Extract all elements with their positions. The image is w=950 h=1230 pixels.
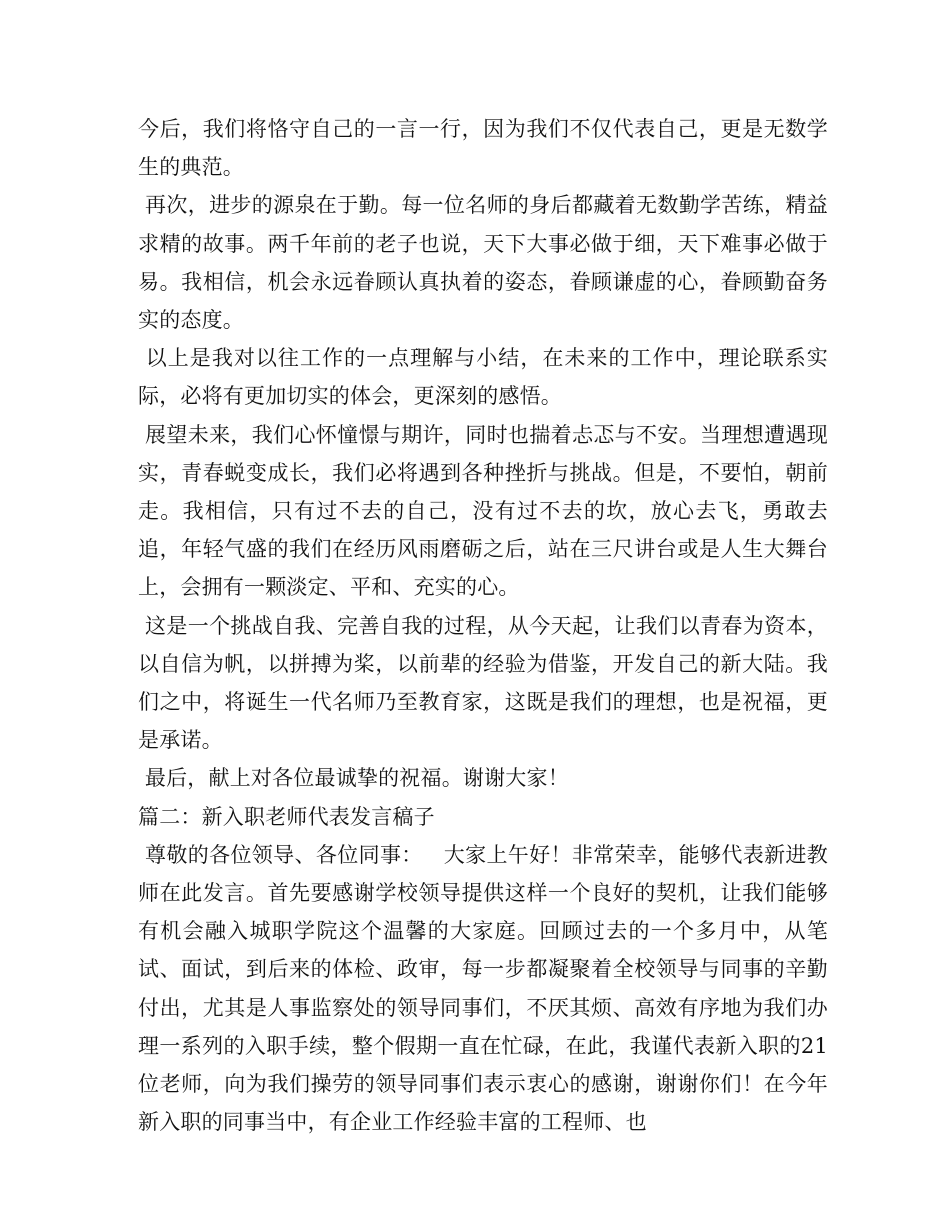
section-heading: 篇二：新入职老师代表发言稿子: [138, 804, 435, 829]
paragraph-5: 这是一个挑战自我、完善自我的过程，从今天起，让我们以青春为资本，以自信为帆，以拼搏为桨，以前辈的经验为借鉴，开发自己的新大陆。我们之中，将诞生一代名师乃至教育家，这既是我们的理想，也是祝福，更是承诺。: [138, 613, 828, 753]
paragraph-4: 展望未来，我们心怀憧憬与期许，同时也揣着忐忑与不安。当理想遭遇现实，青春蜕变成长，我们必将遇到各种挫折与挑战。但是，不要怕，朝前走。我相信，只有过不去的自己，没有过不去的坎，放心去飞，勇敢去追，年轻气盛的我们在经历风雨磨砺之后，站在三尺讲台或是人生大舞台上，会拥有一颗淡定、平和、充实的心。: [138, 422, 828, 600]
paragraph-7: 尊敬的各位领导、各位同事： 大家上午好！非常荣幸，能够代表新进教师在此发言。首先要感谢学校领导提供这样一个良好的契机，让我们能够有机会融入城职学院这个温馨的大家庭。回顾过去的一个多月中，从笔试、面试，到后来的体检、政审，每一步都凝聚着全校领导与同事的辛勤付出，尤其是人事监察处的领导同事们，不厌其烦、高效有序地为我们办理一系列的入职手续，整个假期一直在忙碌，在此，我谨代表新入职的21位老师，向为我们操劳的领导同事们表示衷心的感谢，谢谢你们！在今年新入职的同事当中，有企业工作经验丰富的工程师、也: [138, 842, 828, 1135]
paragraph-1: 今后，我们将恪守自己的一言一行，因为我们不仅代表自己，更是无数学生的典范。: [138, 117, 828, 180]
document-page: [138, 110, 828, 1141]
paragraph-2: 再次，进步的源泉在于勤。每一位名师的身后都藏着无数勤学苦练，精益求精的故事。两千年前的老子也说，天下大事必做于细，天下难事必做于易。我相信，机会永远眷顾认真执着的姿态，眷顾谦虚的心，眷顾勤奋务实的态度。: [138, 193, 828, 333]
paragraph-3: 以上是我对以往工作的一点理解与小结，在未来的工作中，理论联系实际，必将有更加切实的体会，更深刻的感悟。: [138, 346, 828, 409]
paragraph-6: 最后，献上对各位最诚挚的祝福。谢谢大家！: [138, 766, 569, 791]
